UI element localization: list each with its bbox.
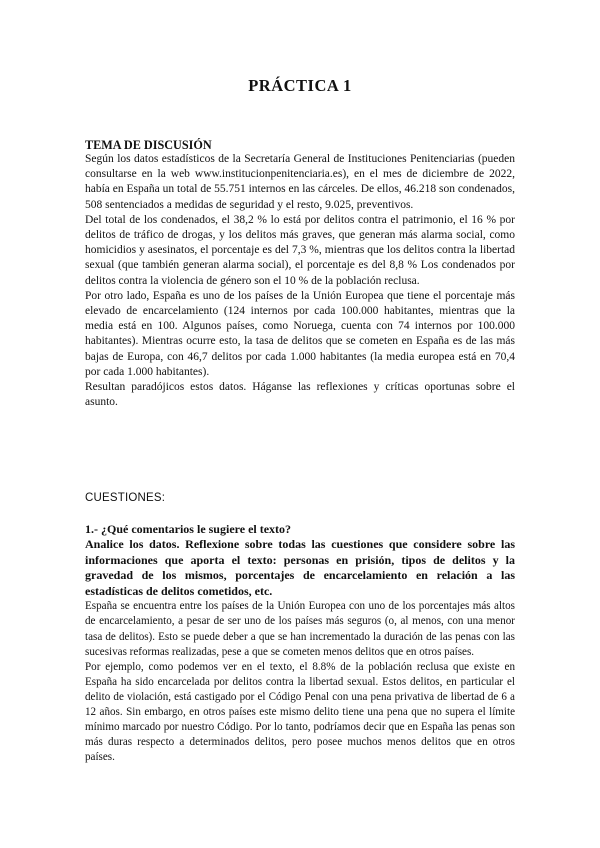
- page-title: PRÁCTICA 1: [248, 76, 352, 95]
- questions-label: CUESTIONES:: [85, 492, 166, 504]
- answer-paragraph-2: Por ejemplo, como podemos ver en el texto, el 8.8% de la población reclusa que existe en España ha sido encarcelada por delitos contra la libertad sexual. Estos delitos, en particular el delito de violación, está castigado por el Código Penal con una pena privativa de libertad de 6 a 12 años. Sin embargo, en otros países este mismo delito tiene una pena que no supera el límite mínimo marcado por nuestro Código. Por lo tanto, podríamos decir que en España las penas son más duras respecto a determinados delitos, pero posee muchos menos delitos que en otros países.: [85, 660, 515, 764]
- question-1-section: [85, 522, 515, 765]
- question-1-heading: 1.- ¿Qué comentarios le sugiere el texto?: [85, 522, 292, 536]
- theme-heading: TEMA DE DISCUSIÓN: [85, 138, 212, 152]
- answer-paragraph-1: España se encuentra entre los países de la Unión Europea con uno de los porcentajes más altos de encarcelamiento, a pesar de ser uno de los países más seguros (o, al menos, con una menor tasa de delitos). Esto se puede deber a que se han incrementado la duración de las penas con las sucesivas reformas realizadas, pese a que se cometen menos delitos que en otros países.: [85, 600, 515, 658]
- theme-paragraph-1: Según los datos estadísticos de la Secretaría General de Instituciones Penitenciarias (pueden consultarse en la web www.institucionpenitenciaria.es), en el mes de diciembre de 2022, había en España un total de 55.751 internos en las cárceles. De ellos, 46.218 son condenados, 508 sentenciados a medidas de seguridad y el resto, 9.025, preventivos.: [85, 153, 515, 211]
- theme-paragraph-4: Resultan paradójicos estos datos. Háganse las reflexiones y críticas oportunas sobre el asunto.: [85, 381, 515, 409]
- theme-paragraph-3: Por otro lado, España es uno de los países de la Unión Europea que tiene el porcentaje más elevado de encarcelamiento (124 internos por cada 100.000 habitantes, mientras que la media está en 100. Algunos países, como Noruega, cuenta con 74 internos por 100.000 habitantes). Mientras ocurre esto, la tasa de delitos que se cometen en España es de las más bajas de Europa, con 46,7 delitos por cada 1.000 habitantes (la media europea está en 70,4 por cada 1.000 habitantes).: [85, 289, 515, 378]
- theme-paragraph-2: Del total de los condenados, el 38,2 % lo está por delitos contra el patrimonio, el 16 % por delitos de tráfico de drogas, y los delitos más graves, que generan más alarma social, como homicidios y asesinatos, el porcentaje es del 7,3 %, mientras que los delitos contra la libertad sexual (que también generan alarma social), el porcentaje es del 8,8 % Los condenados por delitos contra la violencia de género son el 10 % de la población reclusa.: [85, 213, 515, 287]
- question-1-instructions: Analice los datos. Reflexione sobre todas las cuestiones que considere sobre las informaciones que aporta el texto: personas en prisión, tipos de delitos y la gravedad de los mismos, porcentajes de encarcelamiento en relación a las estadísticas de delitos cometidos, etc.: [85, 537, 515, 598]
- theme-section: [85, 138, 515, 410]
